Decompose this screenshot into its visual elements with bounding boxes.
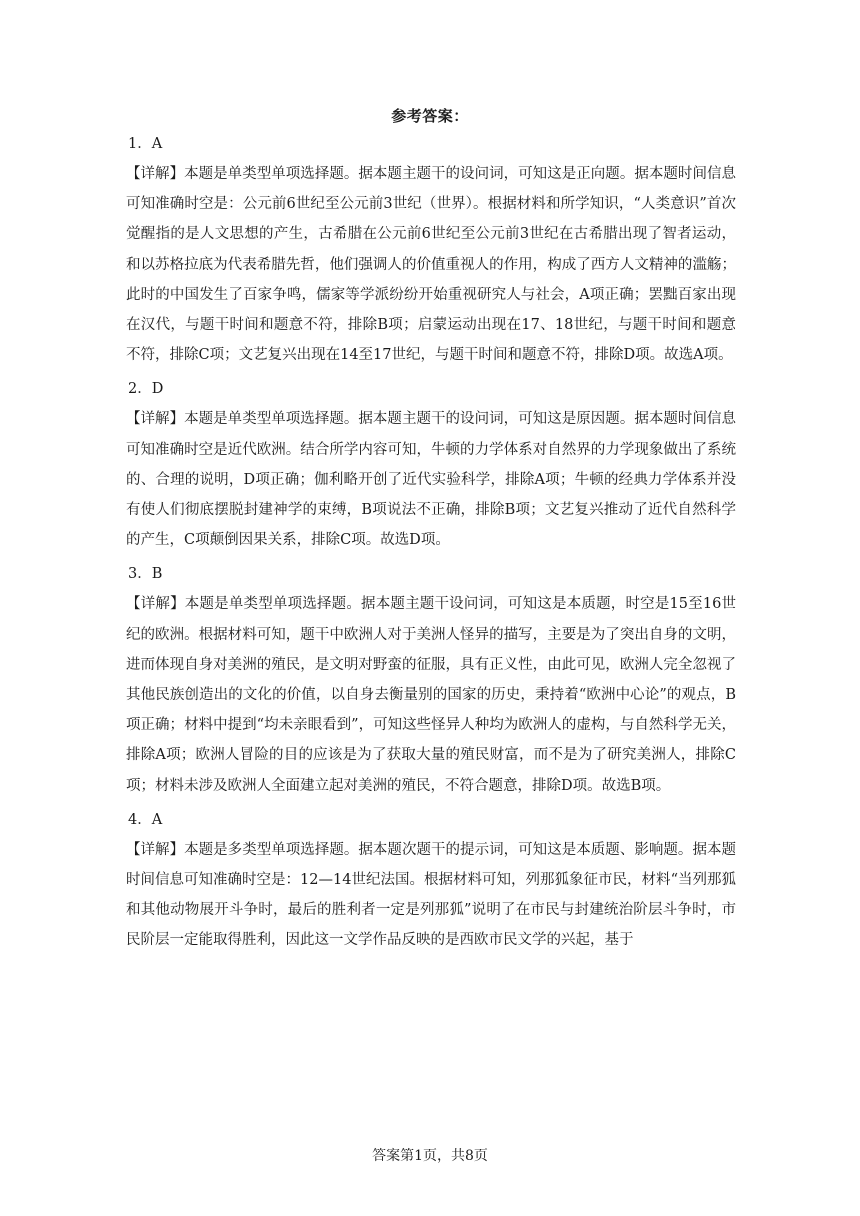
answer-number: 4．A	[128, 811, 163, 828]
answer-number: 2．D	[128, 381, 164, 398]
answer-number: 1．A	[128, 136, 163, 152]
answer-explanation: 【详解】本题是单类型单项选择题。据本题主题干的设问词，可知这是正向题。据本题时间信息可知准确时空是：公元前6世纪至公元前3世纪（世界）。根据材料和所学知识，“人类意识”首次觉醒指的是人文思想的产生，古希腊在公元前6世纪至公元前3世纪在古希腊出现了智者运动，和以苏格拉底为代表希腊先哲，他们强调人的价值重视人的作用，构成了西方人文精神的滥觞；此时的中国发生了百家争鸣，儒家等学派纷纷开始重视研究人与社会，A项正确；罢黜百家出现在汉代，与题干时间和题意不符，排除B项；启蒙运动出现在17、18世纪，与题干时间和题意不符，排除C项；文艺复兴出现在14至17世纪，与题干时间和题意不符，排除D项。故选A项。	[126, 166, 736, 364]
answer-explanation: 【详解】本题是单类型单项选择题。据本题主题干设问词，可知这是本质题，时空是15至16世纪的欧洲。根据材料可知，题干中欧洲人对于美洲人怪异的描写，主要是为了突出自身的文明，进而体现自身对美洲的殖民，是文明对野蛮的征服，具有正义性，由此可见，欧洲人完全忽视了其他民族创造出的文化的价值，以自身去衡量别的国家的历史，秉持着“欧洲中心论”的观点，B项正确；材料中提到“均未亲眼看到”，可知这些怪异人种均为欧洲人的虚构，与自然科学无关，排除A项；欧洲人冒险的目的应该是为了获取大量的殖民财富，而不是为了研究美洲人，排除C项；材料未涉及欧洲人全面建立起对美洲的殖民，不符合题意，排除D项。故选B项。	[126, 596, 736, 794]
answer-list	[126, 129, 736, 960]
answer-number: 3．B	[128, 566, 163, 583]
page-footer: 答案第1页，共8页	[372, 1148, 488, 1164]
page-title: 参考答案：	[391, 107, 469, 125]
answer-explanation: 【详解】本题是多类型单项选择题。据本题次题干的提示词，可知这是本质题、影响题。据本题时间信息可知准确时空是：12—14世纪法国。根据材料可知，列那狐象征市民，材料“当列那狐和其他动物展开斗争时，最后的胜利者一定是列那狐”说明了在市民与封建统治阶层斗争时，市民阶层一定能取得胜利，因此这一文学作品反映的是西欧市民文学的兴起，基于	[126, 841, 736, 949]
answer-explanation: 【详解】本题是单类型单项选择题。据本题主题干的设问词，可知这是原因题。据本题时间信息可知准确时空是近代欧洲。结合所学内容可知，牛顿的力学体系对自然界的力学现象做出了系统的、合理的说明，D项正确；伽利略开创了近代实验科学，排除A项；牛顿的经典力学体系并没有使人们彻底摆脱封建神学的束缚，B项说法不正确，排除B项；文艺复兴推动了近代自然科学的产生，C项颠倒因果关系，排除C项。故选D项。	[126, 411, 736, 549]
